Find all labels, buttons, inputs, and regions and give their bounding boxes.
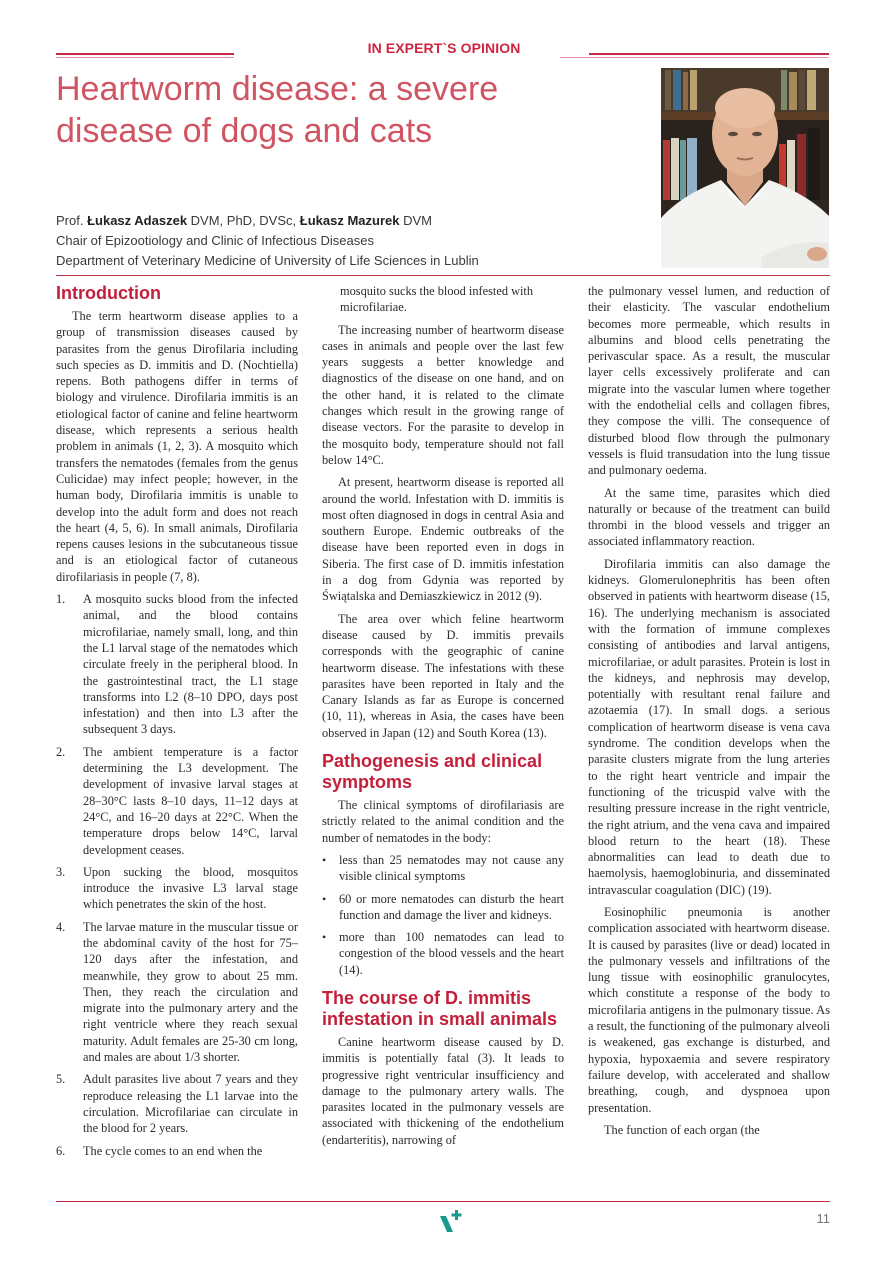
lifecycle-step bbox=[56, 1143, 298, 1159]
header-rule-right-thin bbox=[560, 57, 829, 58]
affiliation-chair: Chair of Epizootiology and Clinic of Infectious Diseases bbox=[56, 233, 374, 248]
heading-course: The course of D. immitis infestation in small animals bbox=[322, 987, 558, 1029]
vet-plus-logo-icon bbox=[438, 1208, 466, 1234]
intro-paragraph-3: At present, heartworm disease is reported all around the world. Infestation with D. immitis is most often diagnosed in dogs in central Asia and southern Europe. Endemic outbreaks of the disease have been reported even in dogs in Siberia. The first case of D. immitis infestation in a dog from Gdynia was reported by Świątalska and Demiaszkiewicz in 2012 (9). bbox=[322, 475, 564, 604]
column-1 bbox=[56, 283, 298, 1165]
header-rule-left-thin bbox=[56, 57, 234, 58]
step-text: The ambient temperature is a factor determining the L3 development. The development of invasive larval stages at 28–30°C lasts 8–10 days, 11–12 days at 24°C, and 16–20 days at 22°C. When the temperature drops below 14°C, larval development ceases. bbox=[83, 744, 298, 857]
step-text: Adult parasites live about 7 years and they reproduce releasing the L1 larvae into the circulation. Microfilariae can circulate in the blood for 2 years. bbox=[83, 1072, 298, 1136]
step-text: Upon sucking the blood, mosquitos introduce the invasive L3 larval stage which penetrates the skin of the host. bbox=[83, 864, 298, 912]
step-number: 4. bbox=[56, 919, 66, 934]
author-2-name: Łukasz Mazurek bbox=[299, 213, 400, 228]
step-number: 6. bbox=[56, 1143, 66, 1158]
lifecycle-steps-list bbox=[56, 591, 298, 1159]
lifecycle-step bbox=[56, 864, 298, 913]
column-3 bbox=[588, 283, 830, 1144]
author-1-name: Łukasz Adaszek bbox=[87, 213, 188, 228]
intro-paragraph-1: The term heartworm disease applies to a group of transmission diseases caused by parasites from the genus Dirofilaria including such species as D. immitis and D. (Nochtiella) repens. Both pathogens differ in terms of biology and virulence. Dirofilaria immitis is an etiological factor of canine and feline heartworm disease, which represents a serious health problem in animals (1, 2, 3). A mosquito which transfers the nematodes (females from the genus Culicidae) may infect people; however, in the human body, Dirofilaria immitis is unable to develop into the adult form and does not reach the heart (4, 5, 6). In small animals, Dirofilaria repens causes lesions in the subcutaneous tissue and is an etiological factor of cutaneous dirofilariasis in people (7, 8). bbox=[56, 309, 298, 584]
title-line-2: disease of dogs and cats bbox=[56, 112, 433, 150]
title-line-1: Heartworm disease: a severe bbox=[56, 70, 499, 108]
author-block bbox=[56, 211, 656, 271]
step-text: The larvae mature in the muscular tissue or the abdominal cavity of the host for 75–120 days after the infestation, and meanwhile, they grow to about 25 mm. Then, they reach the circulation and migrate into the pulmonary artery and the right ventricle where they reach sexual maturity. Adult females are 25-30 cm long, and males are about 1/3 shorter. bbox=[83, 919, 298, 1065]
step-number: 2. bbox=[56, 744, 66, 759]
author-prefix: Prof. bbox=[56, 213, 84, 228]
course-paragraph-3: Dirofilaria immitis can also damage the kidneys. Glomerulonephritis has been often observed in patients with heartworm disease (15, 16). The underlying mechanism is associated with the formation of immune complexes consisting of antibodies and larval antigens, microfilariae, or adult parasites. Protein is lost in the kidneys, and nephrosis may develop, potentially with resultant renal failure and azotaemia (17). In small dogs. a serious complication of heartworm disease is vena cava syndrome. The condition develops when the parasite clusters migrate from the lung arteries to the right heart ventricle and impair the functioning of the tricuspid valve with the resulting pressure increase in the right ventricle, the right atrium, and the vena cava and impaired blood return to the heart (18). These abnormalities can lead to death due to haemolysis, haemoglobinuria, and disseminated intravascular coagulation (DIC) (19). bbox=[588, 556, 830, 897]
step-number: 3. bbox=[56, 864, 66, 879]
step-number: 1. bbox=[56, 592, 66, 607]
heading-pathogenesis: Pathogenesis and clinical symptoms bbox=[322, 751, 543, 793]
header-rule-right bbox=[589, 53, 829, 55]
affiliation-department: Department of Veterinary Medicine of University of Life Sciences in Lublin bbox=[56, 253, 479, 268]
author-photo bbox=[661, 68, 829, 268]
author-names-line bbox=[56, 211, 656, 231]
bullet-item: • 60 or more nematodes can disturb the heart function and damage the liver and kidneys. bbox=[322, 891, 564, 924]
lifecycle-step bbox=[56, 1071, 298, 1136]
step-number: 5. bbox=[56, 1072, 66, 1087]
course-paragraph-4: Eosinophilic pneumonia is another complication associated with heartworm disease. It is caused by parasites (live or dead) located in the pulmonary vessels and infiltrations of the lung tissue with eosinophilic granulocytes, which constitute a response of the body to microfilaria antigens in the pulmonary tissue. As a result, the functioning of the pulmonary alveoli is weakened, gas exchange is disturbed, and hypoxia, hypoxaemia and severe respiratory failure develop, with accelerated and shallow breathing, cough, and dyspnoea upon presentation. bbox=[588, 904, 831, 1115]
author-divider bbox=[56, 275, 830, 276]
lifecycle-step bbox=[56, 919, 298, 1066]
heading-introduction: Introduction bbox=[56, 283, 161, 303]
course-paragraph-2: At the same time, parasites which died naturally or because of the treatment can build thrombi in the blood vessels and trigger an associated inflammatory reaction. bbox=[588, 485, 830, 549]
column-2 bbox=[322, 283, 564, 1154]
author-1-degrees: DVM, PhD, DVSc, bbox=[190, 213, 297, 228]
step-6-continued: mosquito sucks the blood infested with microfilariae. bbox=[340, 284, 534, 315]
author-2-degrees: DVM bbox=[403, 213, 432, 228]
lifecycle-step bbox=[56, 744, 298, 858]
footer-rule bbox=[56, 1201, 830, 1202]
intro-paragraph-2: The increasing number of heartworm disease cases in animals and people over the last few years suggests a better knowledge and diagnostics of the disease on one hand, and on the other hand, it is related to the climate changes which result in the growing range of disease vectors. For the parasite to develop in the mosquito body, temperature should not fall below 14°C. bbox=[322, 322, 564, 467]
bullet-item: • more than 100 nematodes can lead to congestion of the blood vessels and the heart (14). bbox=[322, 929, 564, 978]
section-label: IN EXPERT`S OPINION bbox=[367, 40, 521, 56]
step-text: A mosquito sucks blood from the infected animal, and the blood contains microfilariae, namely small, long, and thin the L1 larval stage of the nematodes which circulate freely in the peripheral blood. In the gastrointestinal tract, the L1 stage transforms into L2 (8–10 DPO, days post infestation) and then into L3 after the subsequent 3 days. bbox=[83, 592, 298, 737]
pathogenesis-paragraph-1: The clinical symptoms of dirofilariasis are strictly related to the animal condition and the number of nematodes in the body: bbox=[322, 798, 564, 845]
course-paragraph-5: The function of each organ (the bbox=[604, 1122, 760, 1137]
article-title bbox=[56, 68, 616, 152]
nematode-count-list bbox=[322, 852, 564, 978]
page-number: 11 bbox=[816, 1211, 830, 1226]
header-rule-left bbox=[56, 53, 234, 55]
intro-paragraph-4: The area over which feline heartworm disease caused by D. immitis prevails corresponds with the geographic of canine heartworm disease. The infestations with these parasites have been reported in Italy and the Canary Islands as far as Europe is concerned (10, 11), whereas in Asia, the cases have been observed in Japan (12) and South Korea (13). bbox=[322, 611, 564, 740]
lifecycle-step bbox=[56, 591, 298, 738]
course-paragraph-1: Canine heartworm disease caused by D. immitis is potentially fatal (3). It leads to progressive right ventricular insufficiency and damage to the pulmonary artery walls. The parasites located in the pulmonary vessels are associated with thickening of the endothelium (endarteritis), narrowing of bbox=[322, 1034, 564, 1147]
bullet-item: • less than 25 nematodes may not cause any visible clinical symptoms bbox=[322, 852, 564, 885]
course-paragraph-1-continued: the pulmonary vessel lumen, and reduction of their elasticity. The vascular endothelium becomes more permeable, which results in albumins and blood cells penetrating the perivascular space. As a result, the muscular layer cells excessively proliferate and can migrate into the vascular lumen where together with the endothelial cells and collagen fibres, they compose the villi. The consequence of disturbed blood flow through the pulmonary vessels is fluid transudation into the lung tissue and pulmonary oedema. bbox=[588, 284, 830, 478]
step-text: The cycle comes to an end when the bbox=[83, 1143, 263, 1158]
author-portrait-image bbox=[661, 68, 829, 268]
